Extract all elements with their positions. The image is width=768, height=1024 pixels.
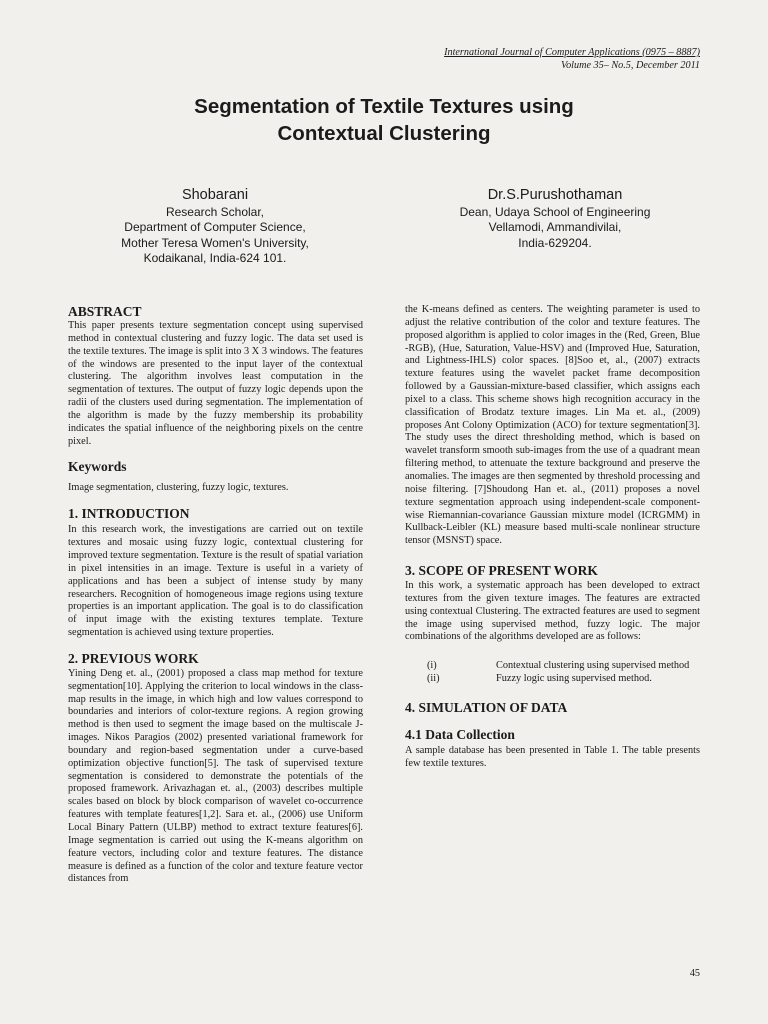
author-affiliation-line: Vellamodi, Ammandivilai, [488,220,622,235]
author-name: Shobarani [181,187,249,203]
list-item-text: Fuzzy logic using supervised method. [496,673,652,685]
title-line-2: Contextual Clustering [277,122,491,145]
simulation-heading: 4. SIMULATION OF DATA [405,700,568,716]
scope-text: In this work, a systematic approach has been developed to extract textures from the given texture images. The features are extracted using contextual Clustering. The extracted features are used to segment the image using supervised method, fuzzy logic. The major combinations of the algorithms developed are as follows: [405,580,700,643]
abstract-heading: ABSTRACT [68,304,142,319]
introduction-text: In this research work, the investigations are carried out on textile textures and mosaic using fuzzy logic, contextual clustering for improved texture segmentation. Texture is the result of spatial variation in pixel intensities in an image. Texture is useful in a variety of applications and has been a subject of intense study by many researchers. Recognition of homogeneous image regions using texture properties is an important application. The goal is to do classification of input image with the existing textures template. Texture segmentation is achieved using texture properties. [68,524,363,639]
list-item-number: (i) [427,660,437,672]
introduction-heading: 1. INTRODUCTION [68,506,190,522]
right-column [405,304,700,771]
page-number: 45 [689,968,700,979]
author-block-1 [70,185,360,267]
list-item-number: (ii) [427,673,440,685]
previous-work-heading: 2. PREVIOUS WORK [68,650,199,666]
title-line-1: Segmentation of Textile Textures using [194,95,574,118]
list-item-text: Contextual clustering using supervised method [496,660,690,672]
author-affiliation-line: Dean, Udaya School of Engineering [459,205,651,219]
author-affiliation-line: Department of Computer Science, [124,220,306,235]
journal-volume: Volume 35– No.5, December 2011 [560,60,700,71]
left-column [68,304,363,886]
list-item [427,672,700,685]
paper-title [0,93,768,147]
scope-heading: 3. SCOPE OF PRESENT WORK [405,563,598,579]
author-affiliation-line: Research Scholar, [165,205,265,219]
data-collection-heading: 4.1 Data Collection [405,727,515,743]
author-affiliation-line: India-629204. [518,235,592,250]
author-affiliation-line: Kodaikanal, India-624 101. [143,251,287,266]
author-block-2 [410,185,700,251]
keywords-text: Image segmentation, clustering, fuzzy logic, textures. [68,482,289,494]
data-collection-text: A sample database has been presented in Table 1. The table presents few textile textures. [405,745,700,770]
keywords-heading: Keywords [68,459,127,475]
journal-header [444,46,700,72]
author-name: Dr.S.Purushothaman [487,187,623,203]
scope-list [427,659,700,685]
journal-name: International Journal of Computer Applications (0975 – 8887) [444,47,700,58]
author-affiliation-line: Mother Teresa Women's University, [121,235,309,250]
abstract-text: This paper presents texture segmentation concept using supervised method in contextual clustering and fuzzy logic. The data set used is the textile textures. The image is split into 3 X 3 windows. The features of the windows are presented to the input layer of the contextual clustering. The algorithm involves least computation in the segmentation of textures. The output of fuzzy logic depends upon the radii of the clusters used during segmentation. The implementation of the algorithm is made by the fuzzy membership its probability indicates the spatial influence of the neighboring pixels on the centre pixel. [68,320,363,447]
previous-work-continued: the K-means defined as centers. The weighting parameter is used to adjust the relative contribution of the color and texture features. The proposed algorithm is applied to color images in the (Red, Green, Blue -RGB), (Hue, Saturation, Value-HSV) and (Improved Hue, Saturation, and Lightness-IHLS) color spaces. [8]Soo et, al., (2007) extracts texture features using the wavelet packet frame decomposition followed by a Gaussian-mixture-based classifier, which assigns each pixel to a class. This scheme shows high recognition accuracy in the classification of Brodatz texture images. Lin Ma et. al., (2009) proposes Ant Colony Optimization (ACO) for texture segmentation[3]. The study uses the direct thresholding method, which is based on wavelet transform smooth sub-images from the use of a quadrant mean filtering method, to attenuate the texture background and preserve the anomalies. The images are then segmented by threshold processing and noise filtering. [7]Shoudong Han et. al., (2011) proposes a novel texture segmentation approach using independent-scale component-wise Riemannian-covariance Gaussian mixture model (ICRGMM) in Kullback-Leibler (KL) measure based multi-scale nonlinear structure tensor (MSNST) space. [405,304,700,547]
previous-work-text: Yining Deng et. al., (2001) proposed a class map method for texture segmentation[10]. Applying the criterion to local windows in the class-map results in the image, in which high and low values correspond to boundaries and interiors of color-texture regions. A region growing method is then used to segment the image based on the multiscale J-images. Nikos Paragios (2002) presented variational framework for boundary and region-based segmentation under a curve-based optimization objective function[5]. The task of supervised texture segmentation is considered to demonstrate the potentials of the proposed framework. Arivazhagan et. al., (2003) describes multiple scales based on block by block comparison of wavelet co-occurrence features with template features[1,2]. Sara et. al., (2006) use Uniform Local Binary Pattern (ULBP) method to extract texture features[6]. Image segmentation is carried out using the K-means algorithm on feature vectors, including color and texture features. The distance measure is defined as a function of the color and texture feature vector distances from [68,667,363,885]
list-item [427,659,700,672]
